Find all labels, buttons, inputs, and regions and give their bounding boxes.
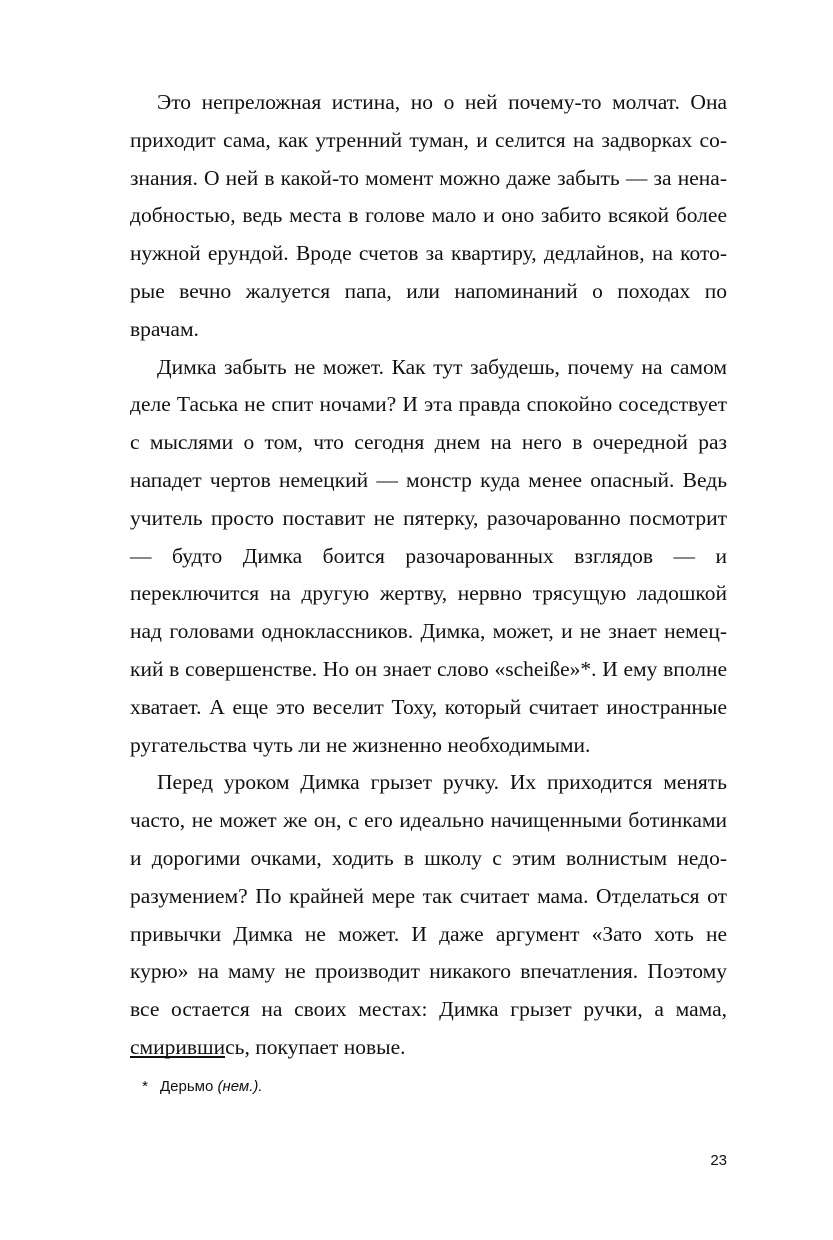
page-number: 23 bbox=[710, 1152, 727, 1169]
paragraph-1: Это непреложная истина, но о ней почему-то молчат. Она приходит сама, как утренний туман, и селится на задворках сознания. О ней в какой-то момент можно даже забыть — за ненадобностью, ведь места в голове мало и оно забито всякой более нужной ерундой. Вроде счетов за квартиру, дедлайнов, на которые вечно жалуется папа, или напоминаний о походах по врачам. bbox=[130, 90, 727, 341]
main-text bbox=[130, 84, 727, 1067]
paragraph-3: Перед уроком Димка грызет ручку. Их приходится менять часто, не может же он, с его идеально начищенными ботинками и дорогими очками, ходить в школу с этим волнистым недоразумением? По крайней мере так считает мама. Отделаться от привычки Димка не может. И даже аргумент «Зато хоть не курю» на маму не производит никакого впечатления. Поэтому все остается на своих местах: Димка грызет ручки, а мама, смирившись, покупает новые. bbox=[130, 770, 727, 1059]
paragraph-2: Димка забыть не может. Как тут забудешь, почему на самом деле Таська не спит ночами? И эта правда спокойно соседствует с мыслями о том, что сегодня днем на него в очередной раз нападет чертов немецкий — монстр куда менее опасный. Ведь учитель просто поставит не пятерку, разочарованно посмотрит — будто Димка боится разочарованных взглядов — и переключится на другую жертву, нервно трясущую ладошкой над головами одноклассников. Димка, может, и не знает немецкий в совершенстве. Но он знает слово «scheiße»*. И ему вполне хватает. А еще это веселит Тоху, который считает иностранные ругательства чуть ли не жизненно необходимыми. bbox=[130, 354, 727, 757]
footnote-language-note: (нем.). bbox=[217, 1078, 263, 1095]
footnote-mark: * bbox=[142, 1078, 148, 1095]
footnote bbox=[130, 1077, 690, 1097]
footnote-text: Дерьмо bbox=[160, 1078, 214, 1095]
footnote-divider bbox=[130, 1056, 225, 1058]
